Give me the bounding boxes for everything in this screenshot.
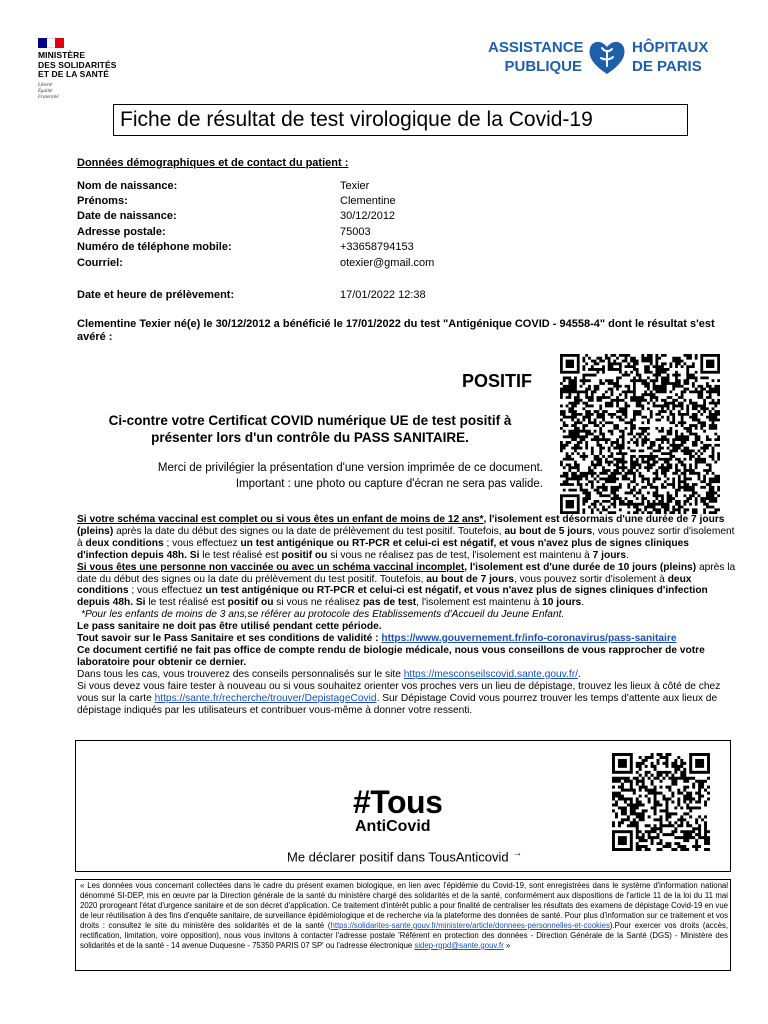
demographics-heading: Données démographiques et de contact du patient :: [77, 157, 349, 169]
text-run: Dans tous les cas, vous trouverez des conseils personnalisés sur le site: [77, 668, 404, 680]
children-footnote: *Pour les enfants de moins de 3 ans,se référer au protocole des Etablissements d'Accueil du Jeune Enfant.: [81, 609, 565, 621]
text-run: , l'isolement est désormais d'une durée de 7 jours (pleins): [77, 514, 725, 537]
arrow-icon: →: [512, 848, 523, 859]
text-run: positif ou: [227, 597, 274, 609]
text-run: après la date du début des signes ou la date de prélèvement du test positif. Toutefois,: [113, 525, 505, 537]
sampling-date-value: 17/01/2022 12:38: [340, 289, 426, 301]
first-names-value: Clementine: [340, 195, 396, 207]
aphp-word: DE PARIS: [632, 58, 702, 75]
text-run: .: [577, 668, 581, 680]
mesconseilscovid-link[interactable]: https://mesconseilscovid.sante.gouv.fr/: [403, 668, 578, 680]
text-run: deux conditions: [77, 573, 692, 597]
text-run: positif ou: [281, 549, 328, 561]
republic-motto: [38, 83, 138, 101]
ministry-name: [38, 51, 138, 80]
document-title-box: [113, 104, 688, 136]
text-run: , vous pouvez sortir d'isolement à: [77, 525, 735, 549]
text-run: si vous ne réalisez: [273, 597, 363, 609]
text-run: un test antigénique ou RT-PCR et celui-ci est négatif, et vous n'avez plus de signes cliniques d'infection depuis 48h. Si: [77, 537, 689, 561]
pass-sanitaire-link[interactable]: https://www.gouvernement.fr/info-coronavirus/pass-sanitaire: [381, 633, 677, 645]
aphp-logo-left: [488, 38, 582, 76]
text-run: ).Pour exercer vos droits (accès, rectification, limitation, voire opposition), nous vous invitons à contacter l'adresse postale 'Référent en protection des données - Direction Générale de la Santé (DGS) - Ministère des solidarités et de la santé - 14 avenue Duquesne - 75350 PARIS 07 SP' ou l'adresse électronique: [80, 921, 729, 950]
text-run: Si vous devez vous faire tester à nouveau ou si vous souhaitez orienter vos proches vers un lieu de dépistage, trouvez les lieux à côté de chez vous sur la carte: [77, 680, 721, 704]
text-run: Si votre schéma vaccinal est complet ou si vous êtes un enfant de moins de 12 ans*: [77, 514, 484, 525]
motto-line: Fraternité: [38, 94, 59, 100]
qr-modules: [560, 354, 720, 514]
text-run: au bout de 5 jours: [504, 525, 593, 537]
text-run: le test réalisé est: [145, 597, 228, 609]
aphp-word: ASSISTANCE: [488, 39, 584, 56]
text-run: Tout savoir sur le Pass Sanitaire et ses conditions de validité :: [77, 633, 382, 645]
text-run: deux conditions: [85, 537, 164, 549]
birth-name-label: Nom de naissance:: [77, 180, 178, 192]
text-run: . Sur Dépistage Covid vous pourrez trouver les temps d'attente aux lieux de dépistage indiqués par les utilisateurs et contribuer vous-même à donner votre ressenti.: [77, 692, 718, 716]
qr-finder-pattern: [618, 759, 627, 768]
qr-finder-pattern: [695, 759, 704, 768]
postal-address-value: 75003: [340, 226, 371, 238]
postal-address-label: Adresse postale:: [77, 226, 166, 238]
text-run: .: [626, 549, 629, 561]
email-label: Courriel:: [77, 257, 123, 269]
french-flag-icon: [38, 38, 64, 48]
aphp-logo: [488, 36, 738, 80]
text-run: .: [581, 597, 585, 609]
qr-finder-pattern: [566, 360, 574, 368]
covid-certificate-qr-code: [560, 354, 720, 514]
first-names-label: Prénoms:: [77, 195, 128, 207]
birth-date-value: 30/12/2012: [340, 210, 396, 222]
text-run: »: [503, 941, 511, 950]
result-value: POSITIF: [462, 371, 533, 391]
text-run: ; vous effectuez: [128, 585, 206, 597]
print-notice-line: Merci de privilégier la présentation d'une version imprimée de ce document.: [157, 462, 543, 474]
pass-sanitaire-warning: Le pass sanitaire ne doit pas être utilisé pendant cette période.: [77, 621, 382, 633]
print-notice: [77, 460, 543, 492]
qr-finder-pattern: [566, 500, 574, 508]
qr-finder-pattern: [618, 836, 627, 845]
declare-positive-link[interactable]: [287, 848, 522, 864]
aphp-word: HÔPITAUX: [632, 39, 709, 56]
advice-paragraph: [77, 669, 737, 681]
aphp-heart-icon: [586, 36, 628, 78]
vaccinated-paragraph: [77, 514, 737, 562]
rgpd-email-link[interactable]: sidep-rgpd@sante.gouv.fr: [414, 941, 504, 950]
tousanticovid-logo-hash: #Tous: [353, 784, 443, 820]
ministry-line: ET DE LA SANTÉ: [38, 69, 109, 79]
depistage-covid-link[interactable]: https://sante.fr/recherche/trouver/DepistageCovid: [154, 692, 377, 704]
text-run: après la date du début des signes ou la date du prélèvement du test positif. Toutefois,: [77, 561, 736, 585]
data-protection-notice: [80, 881, 728, 951]
text-run: , l'isolement est d'une durée de 10 jours (pleins): [464, 561, 697, 573]
tousanticovid-qr-code[interactable]: [612, 753, 710, 851]
isolation-instructions: [77, 514, 737, 716]
tousanticovid-logo-anti: AntiCovid: [355, 818, 431, 835]
certification-notice: Ce document certifié ne fait pas office de compte rendu de biologie médicale, nous vous conseillons de vous rapprocher de votre laboratoire pour obtenir ce dernier.: [77, 644, 705, 668]
qr-finder-pattern: [706, 360, 714, 368]
aphp-logo-right: [632, 38, 708, 76]
ministry-logo: [38, 38, 138, 101]
ministry-line: MINISTÈRE: [38, 50, 86, 60]
text-run: , vous pouvez sortir d'isolement à: [513, 573, 668, 585]
text-run: 7 jours: [592, 549, 627, 561]
birth-date-label: Date de naissance:: [77, 210, 177, 222]
text-run: pas de test: [362, 597, 417, 609]
text-run: au bout de 7 jours: [426, 573, 514, 585]
ministry-line: DES SOLIDARITÉS: [38, 59, 117, 70]
result-statement: Clementine Texier né(e) le 30/12/2012 a bénéficié le 17/01/2022 du test "Antigénique COVID - 94558-4" dont le résultat s'est avéré :: [77, 318, 715, 343]
text-run: 10 jours: [542, 597, 582, 609]
certificate-notice: Ci-contre votre Certificat COVID numérique UE de test positif à présenter lors d'un contrôle du PASS SANITAIRE.: [108, 413, 512, 445]
mobile-phone-label: Numéro de téléphone mobile:: [77, 241, 232, 253]
text-run: « Les données vous concernant collectées dans le cadre du présent examen biologique, en lien avec l'épidémie du Covid-19, sont enregistrées dans le système d'information national dénommé SI-DEP, mis en œuvre par la Direction générale de la santé du ministère chargé des solidarités et de la santé, conformément aux dispositions de l'article 11 de la loi du 11 mai 2020 prorogeant l'état d'urgence sanitaire et de son décret d'application. Ce traitement d'intérêt public a pour finalité de centraliser les résultats des examens de dépistage Covid-19 en vue de leur réutilisation à des fins d'enquête sanitaire, de surveillance épidémiologique et de recherche via la plateforme des données de santé. Pour plus d'information sur ce traitement et vos droits : consultez le site du ministère des solidarités et de la santé (: [80, 881, 728, 930]
motto-line: Égalité: [38, 88, 53, 94]
birth-name-value: Texier: [340, 180, 370, 192]
mobile-phone-value: +33658794153: [340, 241, 414, 253]
email-value: otexier@gmail.com: [340, 257, 435, 269]
text-run: un test antigénique ou RT-PCR et celui-ci est négatif, et vous n'avez plus de signes cliniques d'infection depuis 48h. Si: [77, 585, 708, 609]
aphp-word: PUBLIQUE: [504, 58, 582, 75]
document-title: Fiche de résultat de test virologique de la Covid-19: [120, 108, 593, 131]
text-run: le test réalisé est: [199, 549, 282, 561]
text-run: ; vous effectuez: [163, 537, 241, 549]
unvaccinated-paragraph: [77, 562, 737, 610]
retest-paragraph: [77, 681, 737, 717]
ministry-data-link[interactable]: https://solidarites-sante.gouv.fr/ministere/article/donnees-personnelles-et-cookies: [330, 921, 610, 930]
sampling-date-label: Date et heure de prélèvement:: [77, 289, 235, 301]
motto-line: Liberté: [38, 82, 53, 88]
pass-sanitaire-info: [77, 633, 737, 645]
text-run: , l'isolement est maintenu à: [416, 597, 543, 609]
text-run: Si vous êtes une personne non vaccinée ou avec un schéma vaccinal incomplet: [77, 561, 465, 573]
declare-positive-label: Me déclarer positif dans TousAnticovid: [287, 849, 509, 865]
text-run: si vous ne réalisez pas de test, l'isolement est maintenu à: [327, 549, 593, 561]
print-notice-line: Important : une photo ou capture d'écran ne sera pas valide.: [235, 478, 543, 490]
